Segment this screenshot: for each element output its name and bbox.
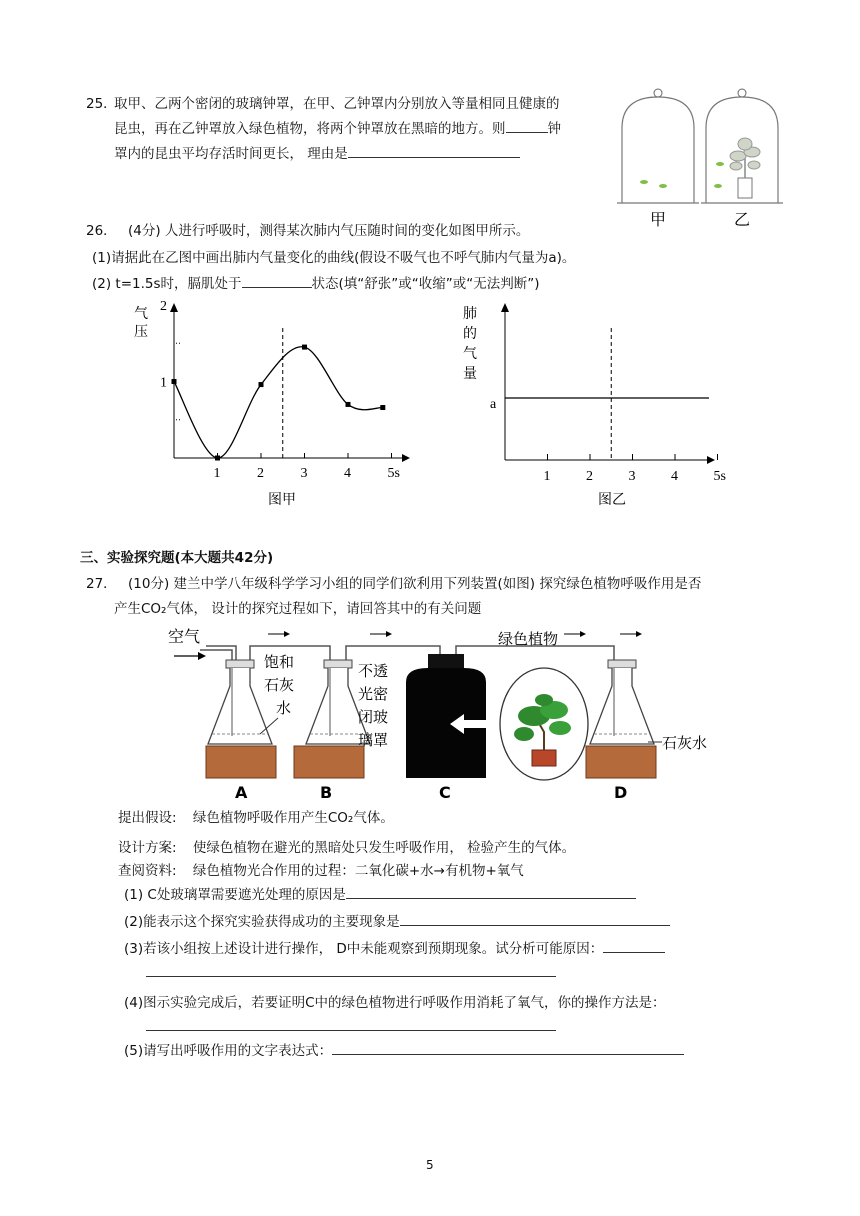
design-row xyxy=(118,836,575,856)
hypothesis-text: 绿色植物呼吸作用产生CO₂气体。 xyxy=(192,810,394,826)
jar-right-label: 乙 xyxy=(734,210,751,229)
limewater-d-label: 石灰水 xyxy=(662,734,708,752)
chart-yi-ylabel-3: 气 xyxy=(463,347,477,362)
q27-sub1-text: (1) C处玻璃罩需要遮光处理的原因是 xyxy=(124,887,346,903)
chart-yi-xtick-label: 4 xyxy=(671,469,678,484)
reference-row xyxy=(118,859,524,879)
q26-number: 26． xyxy=(86,223,117,239)
q25-blank-2[interactable] xyxy=(348,143,520,158)
green-plant-icon xyxy=(500,668,588,780)
q25-reason-label: 理由是 xyxy=(307,146,348,162)
reference-text: 绿色植物光合作用的过程：二氧化碳+水→有机物+氧气 xyxy=(192,863,524,879)
label-a: A xyxy=(235,783,248,802)
chart-jia-ylabel-1: 气 xyxy=(134,307,148,322)
chart-jia-point xyxy=(302,345,307,350)
plant-icon xyxy=(730,138,760,198)
chart-jia-point xyxy=(259,382,264,387)
q25-line2-end: 钟 xyxy=(547,121,561,137)
chart-yi-xtick-label: 5s xyxy=(713,469,726,484)
chart-jia-axes xyxy=(170,303,410,462)
label-b: B xyxy=(320,783,333,802)
hypothesis-row xyxy=(118,806,394,826)
chart-jia-ylabel-2: 压 xyxy=(134,325,148,340)
q27-sub5-blank[interactable] xyxy=(332,1040,684,1055)
insect-icon xyxy=(714,162,724,188)
q26-blank[interactable] xyxy=(242,273,312,288)
chart-jia-point xyxy=(380,405,385,410)
chart-yi xyxy=(455,298,755,513)
chart-yi-ylabel-1: 肺 xyxy=(463,307,477,322)
q27-sub3 xyxy=(124,937,665,957)
air-label: 空气 xyxy=(168,627,201,646)
chart-jia-xtick-label: 3 xyxy=(300,466,308,481)
bell-jar-right xyxy=(701,89,783,229)
q26-part2-options: 状态(填“舒张”或“收缩”或“无法判断”) xyxy=(311,276,540,292)
q27-sub3-blank-a[interactable] xyxy=(603,938,665,953)
chart-jia-series-line xyxy=(174,347,383,458)
chart-jia xyxy=(120,298,420,513)
chart-jia-point xyxy=(172,379,177,384)
q25-number: 25． xyxy=(86,96,117,112)
chart-jia-title: 图甲 xyxy=(268,493,296,508)
q25-line2-text: 昆虫，再在乙钟罩放入绿色植物，将两个钟罩放在黑暗的地方。则 xyxy=(114,121,506,137)
q26-header: (4分) 人进行呼吸时，测得某次肺内气压随时间的变化如图甲所示。 xyxy=(128,223,530,239)
apparatus-figure xyxy=(160,622,730,804)
opaque-label-1: 不透 xyxy=(358,662,389,680)
page-number: 5 xyxy=(426,1158,434,1172)
chart-yi-xtick-label: 2 xyxy=(586,469,593,484)
label-c: C xyxy=(439,783,451,802)
flow-arrow-icon xyxy=(268,631,642,637)
q27-line2: 产生CO₂气体， 设计的探究过程如下，请回答其中的有关问题 xyxy=(114,601,482,617)
q25-line3-text: 罩内的昆虫平均存活时间更长， xyxy=(114,146,303,162)
q26-part2 xyxy=(92,272,540,292)
opaque-label-2: 光密 xyxy=(358,685,389,703)
q27-sub4: (4)图示实验完成后，若要证明C中的绿色植物进行呼吸作用消耗了氧气，你的操作方法是： xyxy=(124,995,666,1011)
jar-left-label: 甲 xyxy=(650,210,667,229)
chart-jia-xtick-label: 5s xyxy=(387,466,400,481)
q27-sub4-blank[interactable] xyxy=(146,1016,556,1031)
q27-sub2 xyxy=(124,910,670,930)
q27-line1: (10分) 建兰中学八年级科学学习小组的同学们欲利用下列装置(如图) 探究绿色植物呼吸作用是否 xyxy=(128,576,702,592)
chart-yi-axes xyxy=(501,303,715,464)
q25-line2 xyxy=(114,117,561,137)
q27-number: 27． xyxy=(86,576,117,592)
chart-yi-ytick-a: a xyxy=(490,397,497,412)
q26-part1: (1)请据此在乙图中画出肺内气量变化的曲线(假设不吸气也不呼气肺内气量为a)。 xyxy=(92,250,576,266)
chart-yi-ylabel-4: 量 xyxy=(463,367,477,382)
reference-label: 查阅资料: xyxy=(118,863,177,879)
chart-jia-point xyxy=(346,402,351,407)
chart-jia-point xyxy=(215,456,220,461)
flask-d xyxy=(586,660,656,778)
chart-jia-ytick-label: 1 xyxy=(160,375,167,391)
chart-jia-xtick-label: 4 xyxy=(344,466,351,481)
q27-sub3-text: (3)若该小组按上述设计进行操作， D中未能观察到预期现象。试分析可能原因： xyxy=(124,941,604,957)
chart-jia-yticks xyxy=(160,299,180,420)
label-d: D xyxy=(614,783,628,802)
chart-jia-ytick-label: 2 xyxy=(160,299,167,314)
opaque-label-3: 闭玻 xyxy=(358,708,389,726)
chart-jia-xticks xyxy=(214,453,400,481)
insect-icon xyxy=(640,180,667,188)
hypothesis-label: 提出假设: xyxy=(118,810,177,826)
q27-sub1-blank[interactable] xyxy=(346,884,636,899)
q25-line3 xyxy=(114,142,520,162)
q26-part2-text: (2) t=1.5s时，膈肌处于 xyxy=(92,276,242,292)
opaque-jar-c xyxy=(406,654,494,778)
q27-sub2-text: (2)能表示这个探究实验获得成功的主要现象是 xyxy=(124,914,400,930)
chart-yi-xtick-label: 1 xyxy=(543,469,551,484)
q27-sub5-text: (5)请写出呼吸作用的文字表达式： xyxy=(124,1043,333,1059)
chart-yi-ylabel-2: 的 xyxy=(463,327,477,342)
chart-yi-xticks xyxy=(544,454,726,484)
q27-sub1 xyxy=(124,883,636,903)
q27-sub2-blank[interactable] xyxy=(400,911,670,926)
bell-jar-left xyxy=(617,89,699,229)
air-arrow-icon xyxy=(174,652,206,660)
q27-sub3-blank-b[interactable] xyxy=(146,962,556,977)
design-text: 使绿色植物在避光的黑暗处只发生呼吸作用， 检验产生的气体。 xyxy=(192,840,576,856)
q25-blank-1[interactable] xyxy=(506,118,548,133)
section-heading: 三、实验探究题(本大题共42分) xyxy=(80,550,274,566)
chart-jia-xtick-label: 2 xyxy=(257,466,264,481)
limewater-label-1: 饱和 xyxy=(264,653,295,671)
plant-label: 绿色植物 xyxy=(498,630,559,648)
limewater-label-3: 水 xyxy=(276,699,292,717)
chart-yi-xtick-label: 3 xyxy=(628,469,636,484)
limewater-label-2: 石灰 xyxy=(264,676,295,694)
design-label: 设计方案: xyxy=(118,840,177,856)
opaque-label-4: 璃罩 xyxy=(358,731,389,749)
q27-sub5 xyxy=(124,1039,684,1059)
q25-line1: 取甲、乙两个密闭的玻璃钟罩，在甲、乙钟罩内分别放入等量相同且健康的 xyxy=(114,96,560,112)
bell-jars-figure xyxy=(614,86,814,234)
chart-yi-title: 图乙 xyxy=(598,493,626,508)
chart-jia-xtick-label: 1 xyxy=(213,466,221,481)
